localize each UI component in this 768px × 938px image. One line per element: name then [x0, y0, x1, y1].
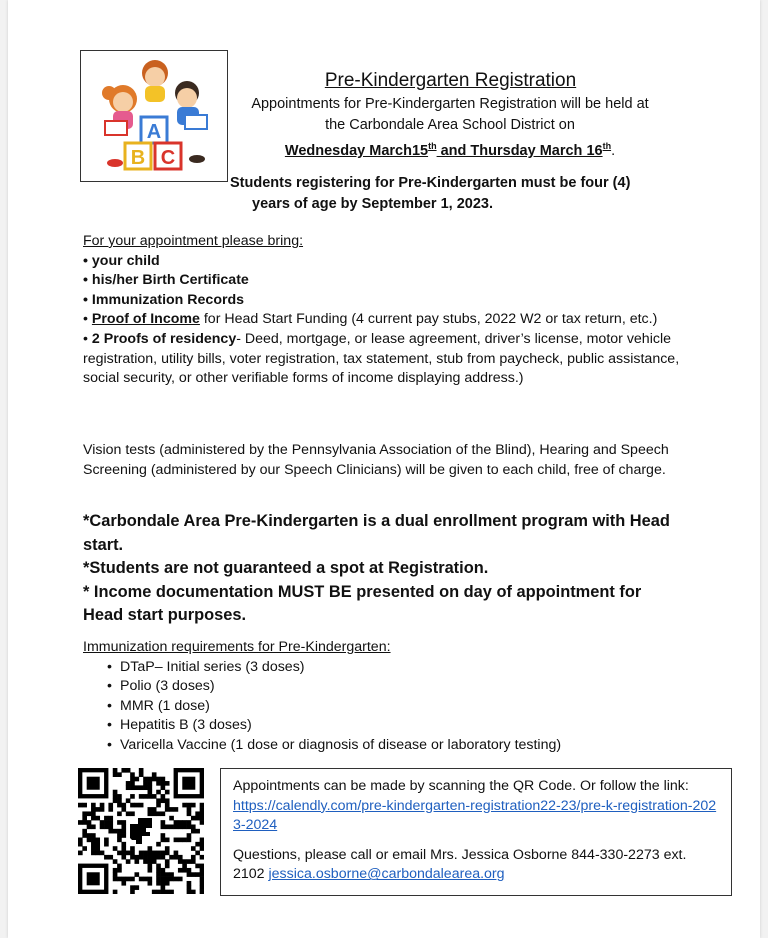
age-requirement — [230, 173, 660, 215]
immunization-item: • Hepatitis B (3 doses) — [120, 716, 683, 736]
bring-heading: For your appointment please bring: — [83, 233, 304, 249]
immunization-section — [83, 638, 683, 756]
questions-text: Questions, please call or email Mrs. Jessica Osborne 844-330-2273 ext. 2102 jessica.osborne@carbondalearea.org — [233, 846, 687, 883]
note-income-documentation: * Income documentation MUST BE presented on day of appointment for Head start purposes. — [83, 582, 642, 624]
bring-section — [83, 232, 683, 389]
important-notes — [83, 510, 683, 628]
calendly-link[interactable]: https://calendly.com/pre-kindergarten-registration22-23/pre-k-registration-2023-2024 — [233, 797, 717, 834]
bring-item-child: • your child — [83, 252, 160, 269]
qr-code-icon — [78, 768, 204, 894]
bring-item-residency: • 2 Proofs of residency- Deed, mortgage, or lease agreement, driver’s license, motor vehicle registration, utility bills, voter registration, tax statement, stub from paycheck, public assistance, social security, or other verifiable forms of income displaying address.) — [83, 330, 680, 387]
immunization-item: • Varicella Vaccine (1 dose or diagnosis of disease or laboratory testing) — [120, 736, 683, 756]
svg-text:C: C — [160, 147, 176, 169]
children-reading-icon — [81, 51, 227, 181]
immunization-heading: Immunization requirements for Pre-Kindergarten: — [83, 639, 391, 655]
intro-line-2: the Carbondale Area School District on — [325, 117, 575, 133]
qr-code[interactable] — [78, 768, 204, 894]
bring-item-immunization: • Immunization Records — [83, 291, 245, 308]
bring-item-birth-certificate: • his/her Birth Certificate — [83, 272, 249, 289]
appointment-text: Appointments can be made by scanning the QR Code. Or follow the link: — [233, 778, 689, 794]
svg-text:B: B — [130, 147, 146, 169]
immunization-item: • DTaP– Initial series (3 doses) — [120, 658, 683, 678]
age-line-1: Students registering for Pre-Kindergarten must be four (4) — [230, 175, 631, 191]
page-title: Pre-Kindergarten Registration — [324, 70, 577, 91]
immunization-item: • Polio (3 doses) — [120, 677, 683, 697]
age-line-2: years of age by September 1, 2023. — [252, 196, 493, 212]
kids-abc-blocks-illustration — [80, 50, 228, 182]
intro-line-1: Appointments for Pre-Kindergarten Registration will be held at — [251, 96, 649, 112]
bring-item-income: • Proof of Income for Head Start Funding (4 current pay stubs, 2022 W2 or tax return, etc.) — [83, 311, 658, 328]
immunization-list — [83, 658, 683, 756]
note-not-guaranteed: *Students are not guaranteed a spot at Registration. — [83, 559, 489, 577]
note-dual-enrollment: *Carbondale Area Pre-Kindergarten is a dual enrollment program with Head start. — [83, 512, 670, 554]
registration-dates: Wednesday March15th and Thursday March 16th. — [284, 141, 616, 159]
immunization-item: • MMR (1 dose) — [120, 697, 683, 717]
svg-text:A: A — [146, 121, 162, 143]
email-link[interactable]: jessica.osborne@carbondalearea.org — [268, 866, 505, 883]
appointment-info-box — [220, 768, 732, 896]
intro-text — [230, 94, 670, 162]
document-page — [8, 0, 760, 938]
vision-text: Vision tests (administered by the Pennsylvania Association of the Blind), Hearing and Speech Screening (administered by our Speech Clinicians) will be given to each child, free of charge. — [83, 442, 669, 478]
